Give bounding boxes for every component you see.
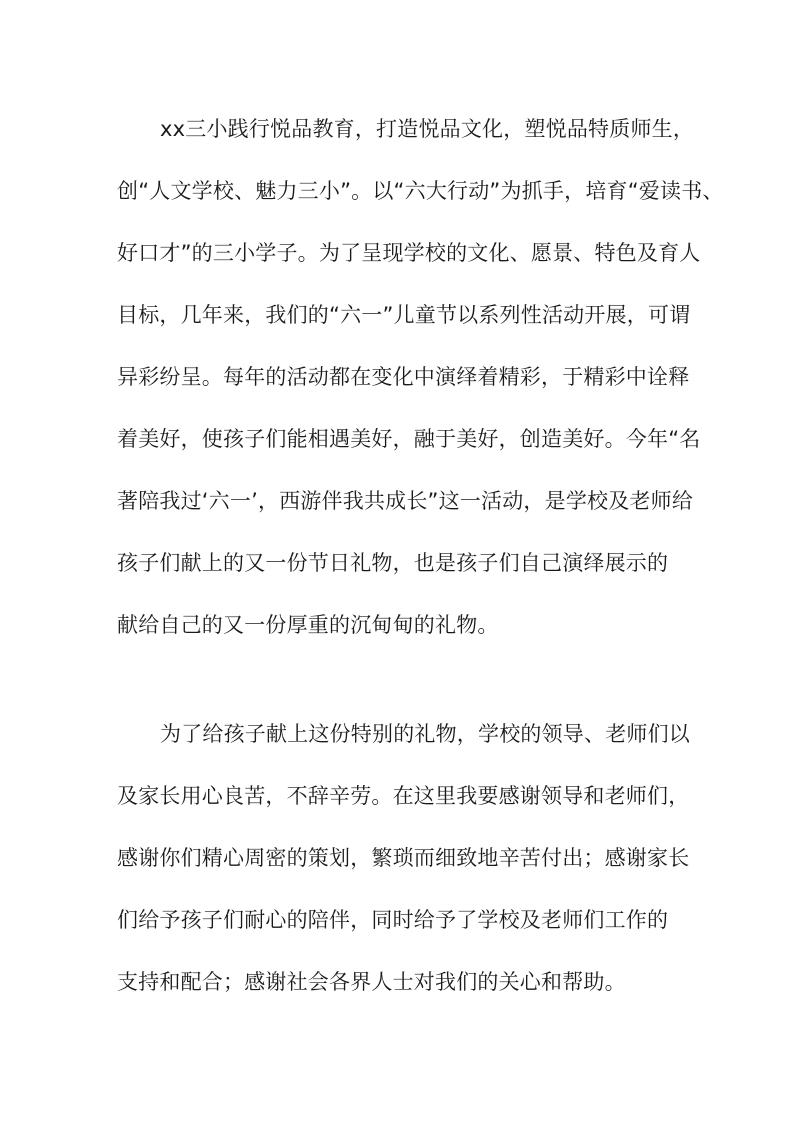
paragraph-line: 支持和配合；感谢社会各界人士对我们的关心和帮助。 xyxy=(117,970,626,994)
paragraph-line: 著陪我过‘六一’，西游伴我共成长”这一活动，是学校及老师给 xyxy=(117,489,694,513)
paragraph-line: 着美好，使孩子们能相遇美好，融于美好，创造美好。今年“名 xyxy=(117,427,701,451)
paragraph-line: 感谢你们精心周密的策划，繁琐而细致地辛苦付出；感谢家长 xyxy=(117,846,690,870)
paragraph-line: 孩子们献上的又一份节日礼物，也是孩子们自己演绎展示的 xyxy=(117,551,669,575)
paragraph-line: xx三小践行悦品教育，打造悦品文化，塑悦品特质师生， xyxy=(160,117,695,141)
paragraph-line: 创“人文学校、魅力三小”。以“六大行动”为抓手，培育“爱读书、 xyxy=(117,179,724,203)
paragraph-line: 为了给孩子献上这份特别的礼物，学校的领导、老师们以 xyxy=(160,722,690,746)
paragraph-line: 好口才”的三小学子。为了呈现学校的文化、愿景、特色及育人 xyxy=(117,241,701,265)
paragraph-line: 献给自己的又一份厚重的沉甸甸的礼物。 xyxy=(117,613,499,637)
paragraph-line: 异彩纷呈。每年的活动都在变化中演绎着精彩，于精彩中诠释 xyxy=(117,365,690,389)
paragraph-line: 们给予孩子们耐心的陪伴，同时给予了学校及老师们工作的 xyxy=(117,908,669,932)
paragraph-line: 目标，几年来，我们的“六一”儿童节以系列性活动开展，可谓 xyxy=(117,303,691,327)
paragraph-line: 及家长用心良苦，不辞辛劳。在这里我要感谢领导和老师们， xyxy=(117,784,690,808)
